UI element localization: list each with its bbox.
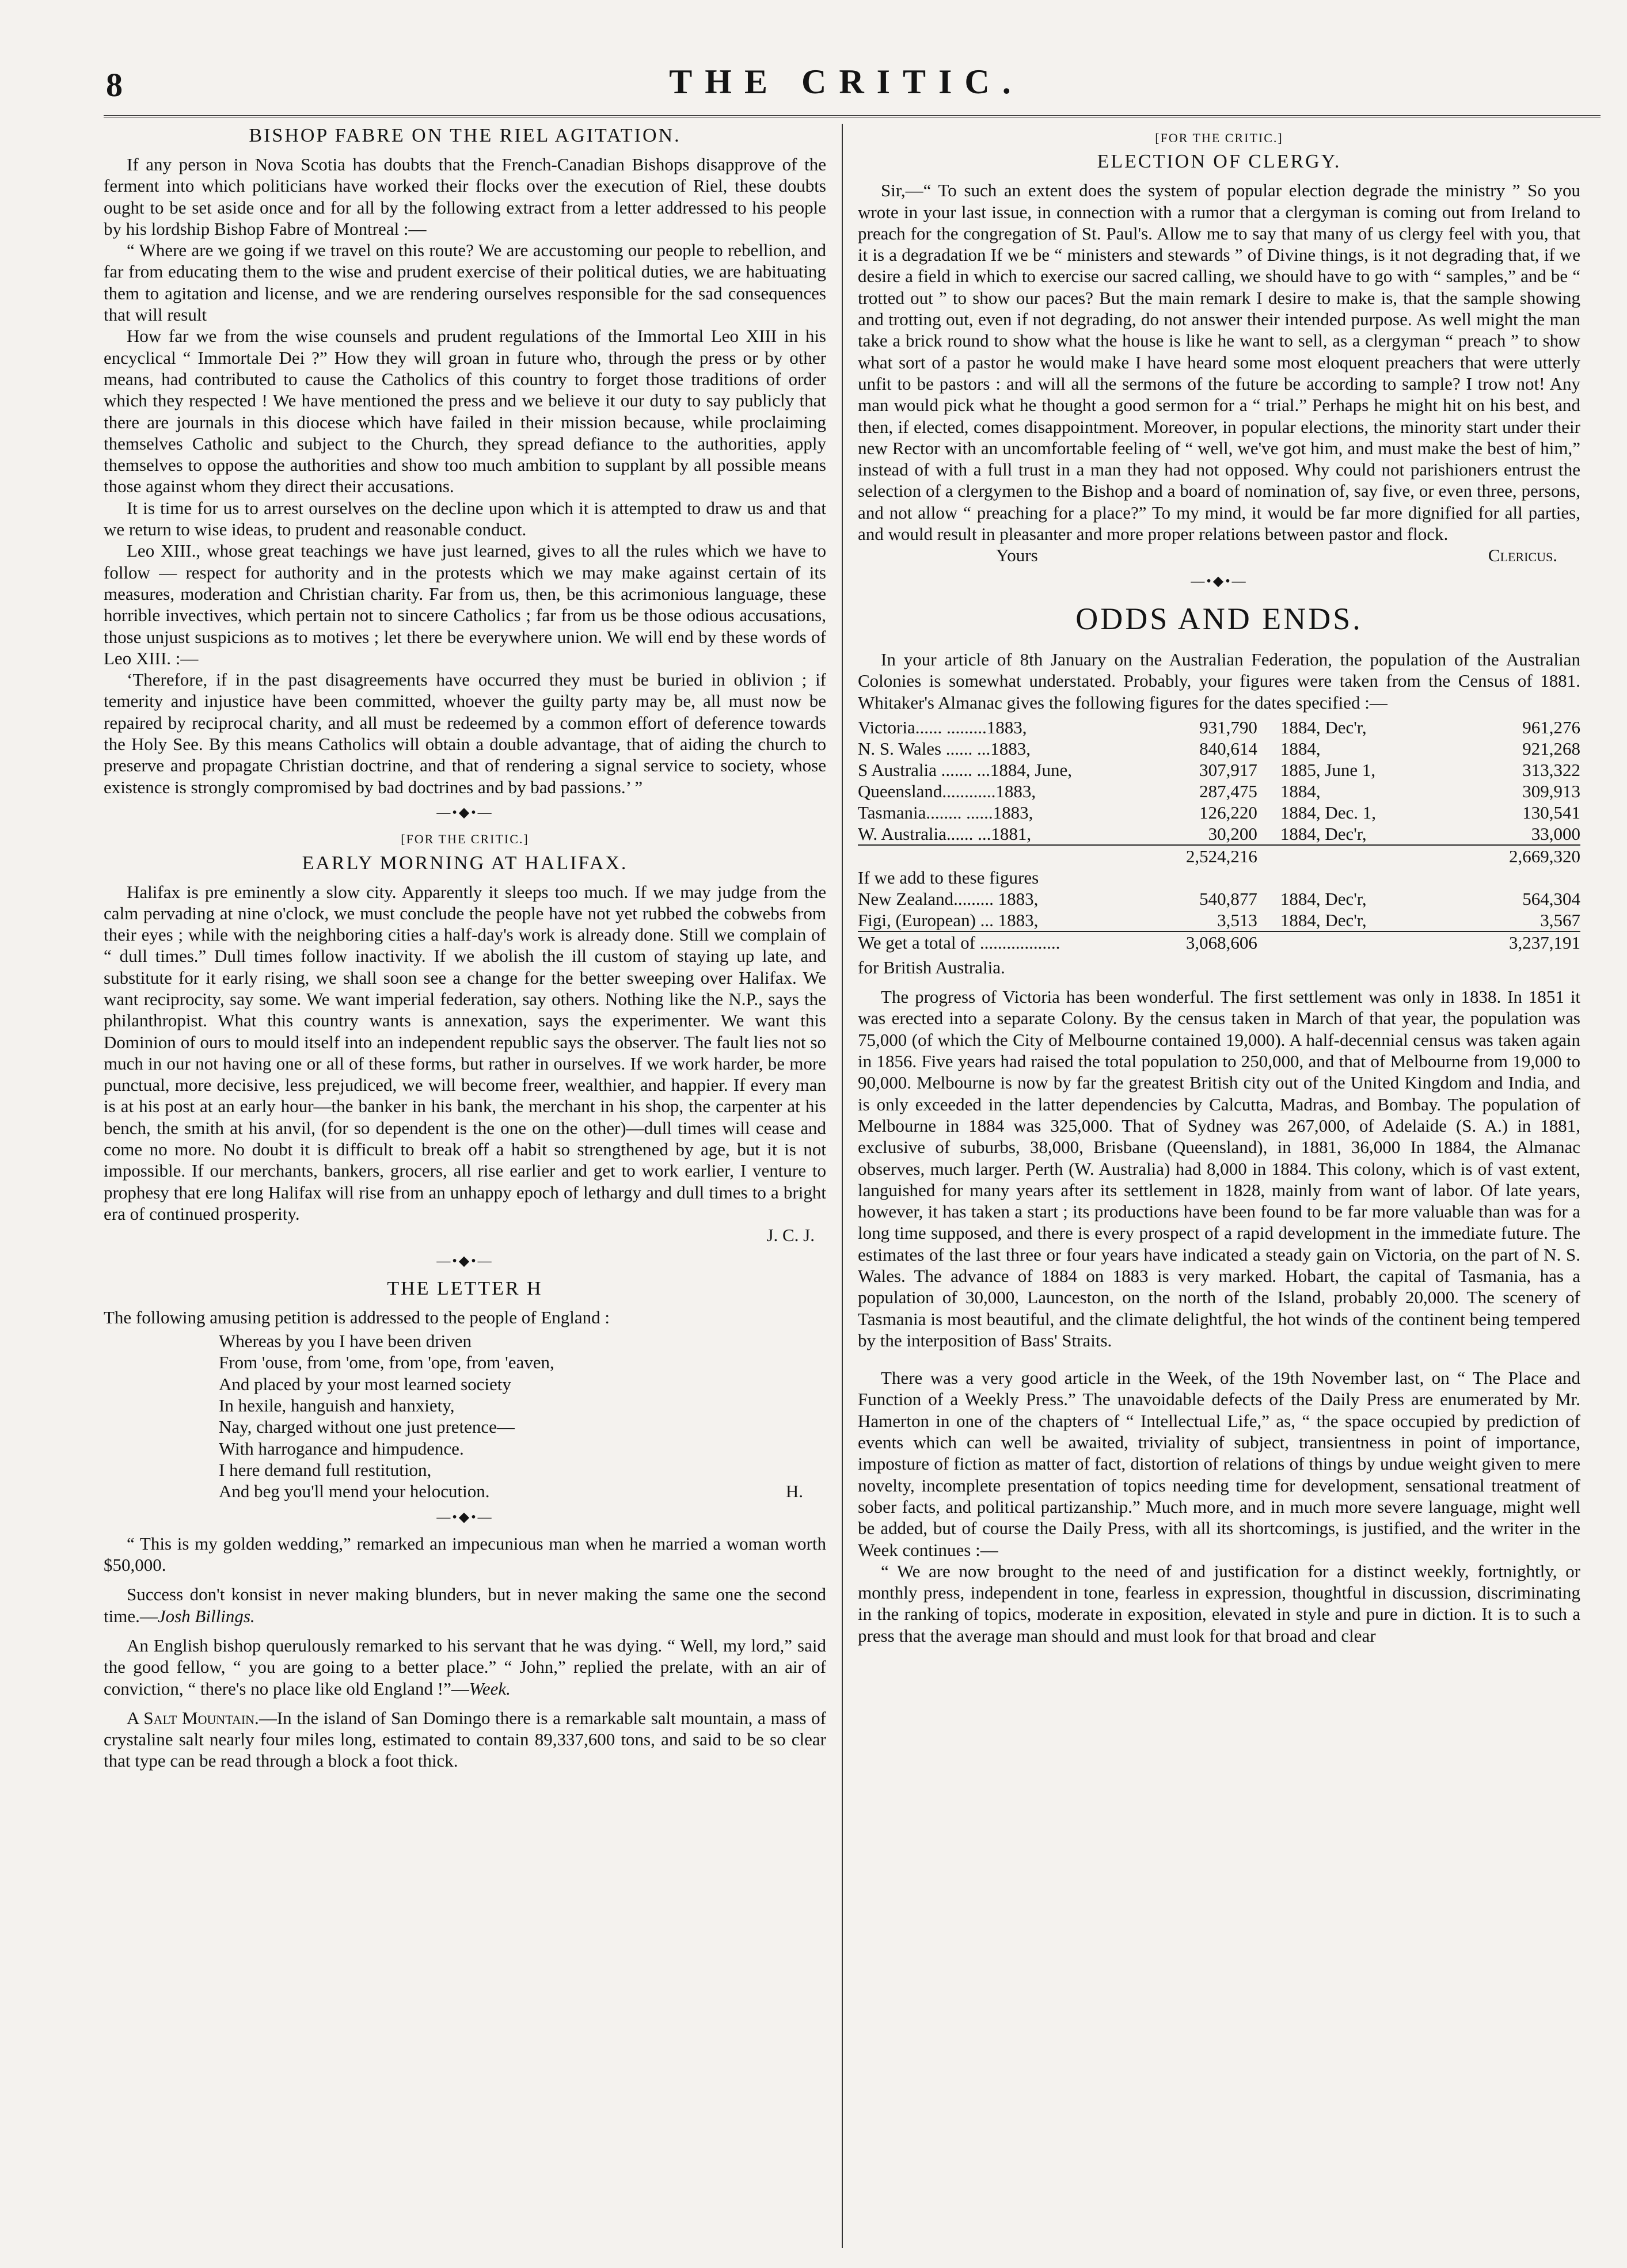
census-value-1: 840,614 [1199, 738, 1257, 759]
census-value-2 [1452, 867, 1580, 888]
poem [104, 1330, 826, 1502]
poem-line: From 'ouse, from 'ome, from 'ope, from 'eaven, [219, 1352, 554, 1373]
poem-line: In hexile, hanguish and hanxiety, [219, 1395, 455, 1416]
census-colony: We get a total of .................. [858, 931, 1111, 953]
census-row [858, 931, 1580, 953]
census-date-2: 1884, [1280, 781, 1321, 801]
census-row [858, 823, 1580, 845]
bishop-paragraph: Leo XIII., whose great teachings we have just learned, gives to all the rules which we have to follow — respect for authority and in the protests which we may make against certain of its measures, moderation and Christian charity. Far from us, then, be this acrimonious language, these horrible invectives, which pertain not to sincere Catholics ; far from us be those odious accusations, those unjust suspicions as to motives ; let there be everywhere union. We will end by these words of Leo XIII. :— [104, 541, 826, 668]
halifax-signature: J. C. J. [766, 1225, 815, 1246]
census-value-2: 3,237,191 [1452, 931, 1580, 953]
halifax-article-title: EARLY MORNING AT HALIFAX. [302, 852, 628, 874]
census-colony: Figi, (European) ... 1883, [858, 910, 1039, 930]
census-date-2: 1884, [1280, 738, 1321, 759]
week-quote: “ We are now brought to the need of and justification for a distinct weekly, fortnightly, or monthly press, independent in tone, fearless in expression, thoughtful in discussion, discriminating in the ranking of topics, moderate in exposition, elevated in style and pure in diction. It is to such a press that the average man should and must look for that broad and clear [858, 1561, 1580, 1646]
masthead: THE CRITIC. [669, 63, 1024, 101]
census-colony [858, 845, 1111, 867]
census-date-2: 1884, Dec'r, [1280, 910, 1367, 930]
clergy-signature [858, 545, 1580, 566]
census-date-2 [1280, 931, 1452, 953]
census-colony: Tasmania........ ......1883, [858, 802, 1033, 823]
census-table [858, 717, 1580, 953]
census-colony: W. Australia...... ...1881, [858, 823, 1032, 844]
census-row [858, 845, 1580, 867]
bishop-anecdote-text: An English bishop querulously remarked to his servant that he was dying. “ Well, my lord,” said the good fellow, “ you are going to a better place.” “ John,” replied the prelate, with an air of conviction, “ there's no place like old England !”— [104, 1635, 826, 1699]
section-ornament: —•◆•— [436, 1253, 493, 1269]
census-colony: Victoria...... .........1883, [858, 717, 1027, 737]
clergy-sign-name: Clericus. [1488, 545, 1557, 566]
salt-mountain-item [104, 1707, 826, 1772]
census-value-1: 2,524,216 [1111, 845, 1280, 867]
census-value-1: 126,220 [1199, 802, 1257, 823]
left-column [104, 124, 826, 1772]
bishop-paragraph: If any person in Nova Scotia has doubts that the French-Canadian Bishops disapprove of the ferment into which politicians have worked their flocks over the execution of Riel, these doubts ought to be set aside once and for all by the following extract from a letter addressed to his people by his lordship Bishop Fabre of Montreal :— [104, 154, 826, 239]
census-value-1: 540,877 [1199, 888, 1257, 909]
census-colony: S Australia ....... ...1884, June, [858, 759, 1072, 780]
census-row [858, 910, 1580, 931]
census-row [858, 802, 1580, 823]
census-colony: If we add to these figures [858, 867, 1039, 888]
clergy-article-title: ELECTION OF CLERGY. [1097, 151, 1341, 173]
letter-h-intro: The following amusing petition is addressed to the people of England : [104, 1307, 610, 1327]
census-row [858, 717, 1580, 738]
page-number: 8 [106, 66, 123, 104]
poem-line: Whereas by you I have been driven [219, 1331, 472, 1352]
poem-last-line [219, 1481, 826, 1502]
success-text: Success don't konsist in never making blunders, but in never making the same one the second time.— [104, 1584, 826, 1626]
census-value-2: 130,541 [1522, 802, 1580, 823]
letter-h-title: THE LETTER H [387, 1277, 543, 1299]
census-date-2: 1885, June 1, [1280, 759, 1376, 780]
census-date-2: 1884, Dec'r, [1280, 888, 1367, 909]
census-date-2 [1280, 867, 1452, 888]
bishop-article-title: BISHOP FABRE ON THE RIEL AGITATION. [249, 125, 681, 146]
census-value-1 [1111, 867, 1280, 888]
census-value-1: 3,068,606 [1111, 931, 1280, 953]
census-row [858, 781, 1580, 802]
census-row [858, 759, 1580, 781]
odds-and-ends-title: ODDS AND ENDS. [1075, 601, 1363, 636]
bishop-anecdote-source: Week. [469, 1678, 511, 1699]
column-divider [842, 124, 843, 2248]
victoria-paragraph: The progress of Victoria has been wonderful. The first settlement was only in 1838. In 1851 it was erected into a separate Colony. By the census taken in March of that year, the population was 75,000 (of which the City of Melbourne contained 19,000). A half-decennial census was taken again in 1856. Five years had raised the total population to 250,000, and that of Melbourne from 19,000 to 90,000. Melbourne is now by far the greatest British city out of the United Kingdom and India, and is only exceeded in the latter dependencies by Calcutta, Madras, and Bombay. The population of Melbourne in 1884 was 325,000. That of Sydney was 267,000, of Adelaide (S. A.) in 1881, exclusive of suburbs, 38,000, Brisbane (Queensland), in 1881, 36,000 In 1884, the Almanac observes, much larger. Perth (W. Australia) had 8,000 in 1884. This colony, which is of vast extent, languished for many years after its settlement in 1828, mainly from want of labor. Of late years, however, it has taken a start ; its productions have been found to be far more valuable than was for a long time supposed, and there is every prospect of a rapid development in the immediate future. The estimates of the last three or four years have indicated a steady gain on Victoria, on the part of N. S. Wales. The advance of 1884 on 1883 is very marked. Hobart, the capital of Tasmania, has a population of 30,000, Launceston, on the north of the Island, probably 20,000. The scenery of Tasmania is most beautiful, and the climate delightful, the hot winds of the continent being tempered by the interposition of Bass' Straits. [858, 987, 1580, 1350]
golden-wedding-anecdote: “ This is my golden wedding,” remarked an impecunious man when he married a woman worth $50,000. [104, 1533, 826, 1576]
census-value-1: 287,475 [1199, 781, 1257, 801]
census-for-label: for British Australia. [858, 957, 1005, 977]
census-value-1: 3,513 [1217, 910, 1257, 930]
census-colony: N. S. Wales ...... ...1883, [858, 738, 1031, 759]
census-colony: New Zealand......... 1883, [858, 888, 1039, 909]
salt-mountain-text: —In the island of San Domingo there is a remarkable salt mountain, a mass of crystaline salt nearly four miles long, estimated to contain 89,337,600 tons, and said to be so clear that type can be read through a block a foot thick. [104, 1707, 826, 1771]
census-value-2: 313,322 [1522, 759, 1580, 780]
census-value-2: 564,304 [1522, 888, 1580, 909]
poem-line: And placed by your most learned society [219, 1373, 511, 1394]
census-value-2: 3,567 [1540, 910, 1580, 930]
census-value-2: 921,268 [1522, 738, 1580, 759]
for-the-critic-label: [FOR THE CRITIC.] [1155, 131, 1283, 145]
page-header [86, 62, 1606, 108]
clergy-sign-yours: Yours [996, 545, 1038, 566]
census-row [858, 738, 1580, 759]
census-row [858, 888, 1580, 910]
success-anecdote [104, 1584, 826, 1627]
census-value-2: 33,000 [1531, 823, 1580, 844]
for-the-critic-label: [FOR THE CRITIC.] [401, 832, 529, 847]
poem-signature: H. [785, 1481, 803, 1502]
section-ornament: —•◆•— [436, 1509, 493, 1525]
halifax-paragraph: Halifax is pre eminently a slow city. Apparently it sleeps too much. If we may judge from the calm pervading at nine o'clock, we must conclude the people have not yet rubbed the cobwebs from their eyes ; while with the neighboring cities a half-day's work is already done. Still we complain of “ dull times.” Dull times follow inactivity. If we abolish the ill custom of staying up late, and substitute for it early rising, we shall soon see a change for the better sweeping over Halifax. We want reciprocity, say some. We want imperial federation, say others. Nothing like the N.P., says the philanthropist. What this country wants is annexation, says the experimenter. We want this Dominion of ours to mould itself into an independent republic says the observer. The fault lies not so much in our not having one or all of these forms, but rather in ourselves. If we work harder, be more punctual, more decisive, less prejudiced, we will become freer, wealthier, and happier. If every man is at his post at an early hour—the banker in his bank, the merchant in his shop, the carpenter at his bench, the smith at his anvil, (for so dependent is the one on the other)—dull times will cease and come no more. No doubt it is difficult to break off a habit so strengthened by age, but it is not impossible. If our merchants, bankers, grocers, all rise earlier and get to work earlier, I venture to prophesy that ere long Halifax will rise from an unhappy epoch of lethargy and dull times to a bright era of continued prosperity. [104, 881, 826, 1224]
census-date-2 [1280, 845, 1452, 867]
header-rule [104, 115, 1601, 117]
census-value-1: 30,200 [1208, 823, 1257, 844]
bishop-paragraph: How far we from the wise counsels and prudent regulations of the Immortal Leo XIII in his encyclical “ Immortale Dei ?” How they will groan in future who, through the press or by other means, had contributed to cause the Catholics of this country to forget those traditions of order which they respected ! We have mentioned the press and we believe it our duty to say publicly that there are journals in this diocese which have failed in their mission because, while proclaiming themselves Catholic and subject to the Church, they spread defiance to the authorities, apply themselves to oppose the authorities and show too much ambition to supplant by all possible means those against whom they direct their accusations. [104, 326, 826, 497]
bishop-anecdote [104, 1635, 826, 1699]
section-ornament: —•◆•— [436, 805, 493, 820]
census-row [858, 867, 1580, 888]
week-paragraph: There was a very good article in the Week, of the 19th November last, on “ The Place and Function of a Weekly Press.” The unavoidable defects of the Daily Press are enumerated by Mr. Hamerton in one of the chapters of “ Intellectual Life,” as, “ the space occupied by prediction of events which can well be awaited, triviality of subject, transientness in point of importance, imposture of fiction as matter of fact, distortion of relations of things by undue weight given to mere novelty, incomplete presentation of topics needing time for development, sensational treatment of sober facts, and political partizanship.” Much more, and in much more severe language, might well be added, but of course the Daily Press, with all its shortcomings, is justified, and the writer in the Week continues :— [858, 1368, 1580, 1560]
census-date-2: 1884, Dec'r, [1280, 823, 1367, 844]
poem-line: And beg you'll mend your helocution. [219, 1481, 490, 1502]
census-value-2: 2,669,320 [1452, 845, 1580, 867]
census-date-2: 1884, Dec. 1, [1280, 802, 1376, 823]
clergy-letter: Sir,—“ To such an extent does the system of popular election degrade the ministry ” So you wrote in your last issue, in connection with a rumor that a clergyman is coming out from Ireland to preach for the congregation of St. Paul's. Allow me to say that many of us clergy feel with you, that it is a degradation If we be “ ministers and stewards ” of Divine things, is it not degrading that, if we desire a field in which to exercise our sacred calling, we should have to go with “ samples,” and be “ trotted out ” to show our paces? But the main remark I desire to make is, that the sample showing and trotting out, even if not degrading, do not answer their intended purpose. As well might the man take a brick round to show what the house is like he want to sell, as a clergyman “ preach ” to show what sort of a pastor he would make I have heard some most eloquent preachers that were utterly unfit to be pastors : and will all the sermons of the future be according to sample? I trow not! Any man would pick what he thought a good sermon for a “ trial.” Perhaps he might hit on his best, and then, if elected, comes disappointment. Moreover, in popular elections, the minority start under their new Rector with an uncomfortable feeling of “ well, we've got him, and must make the best of him,” instead of with a full trust in a man they had not opposed. Why could not parishioners entrust the selection of a clergymen to the Bishop and a board of nomination of, say five, or even three, persons, and not allow “ preaching for a place?” To my mind, it would be far more dignified for all parties, and would result in pleasanter and more proper relations between pastor and flock. [858, 180, 1580, 545]
census-colony: Queensland............1883, [858, 781, 1036, 801]
right-column [858, 124, 1580, 1646]
salt-mountain-lead: A Salt Mountain. [127, 1707, 259, 1728]
section-ornament: —•◆•— [1191, 573, 1248, 589]
poem-line: With harrogance and himpudence. [219, 1438, 464, 1459]
poem-line: I here demand full restitution, [219, 1459, 432, 1480]
census-value-2: 961,276 [1522, 717, 1580, 737]
bishop-paragraph: “ Where are we going if we travel on this route? We are accustoming our people to rebellion, and far from educating them to the wise and prudent exercise of their political duties, we are habituating them to agitation and license, and we are rendering ourselves responsible for the sad consequences that will result [104, 240, 826, 325]
census-date-2: 1884, Dec'r, [1280, 717, 1367, 737]
census-value-2: 309,913 [1522, 781, 1580, 801]
success-author: Josh Billings. [157, 1605, 255, 1626]
odds-intro: In your article of 8th January on the Australian Federation, the population of the Australian Colonies is somewhat understated. Probably, your figures were taken from the Census of 1881. Whitaker's Almanac gives the following figures for the dates specified :— [858, 649, 1580, 713]
census-value-1: 307,917 [1199, 759, 1257, 780]
census-value-1: 931,790 [1199, 717, 1257, 737]
poem-line: Nay, charged without one just pretence— [219, 1417, 515, 1437]
bishop-paragraph: It is time for us to arrest ourselves on the decline upon which it is attempted to draw us and that we return to wise ideas, to prudent and reasonable conduct. [104, 497, 826, 540]
bishop-paragraph: ‘Therefore, if in the past disagreements have occurred they must be buried in oblivion ; if temerity and injustice have been committed, whoever the guilty party may be, all must now be repaired by reciprocal charity, and all must be redeemed by a common effort of deference towards the Holy See. By this means Catholics will obtain a double advantage, that of aiding the church to preserve and propagate Christian doctrine, and that of rendering a signal service to society, whose existence is strongly compromised by bad doctrines and by bad passions.’ ” [104, 669, 826, 797]
